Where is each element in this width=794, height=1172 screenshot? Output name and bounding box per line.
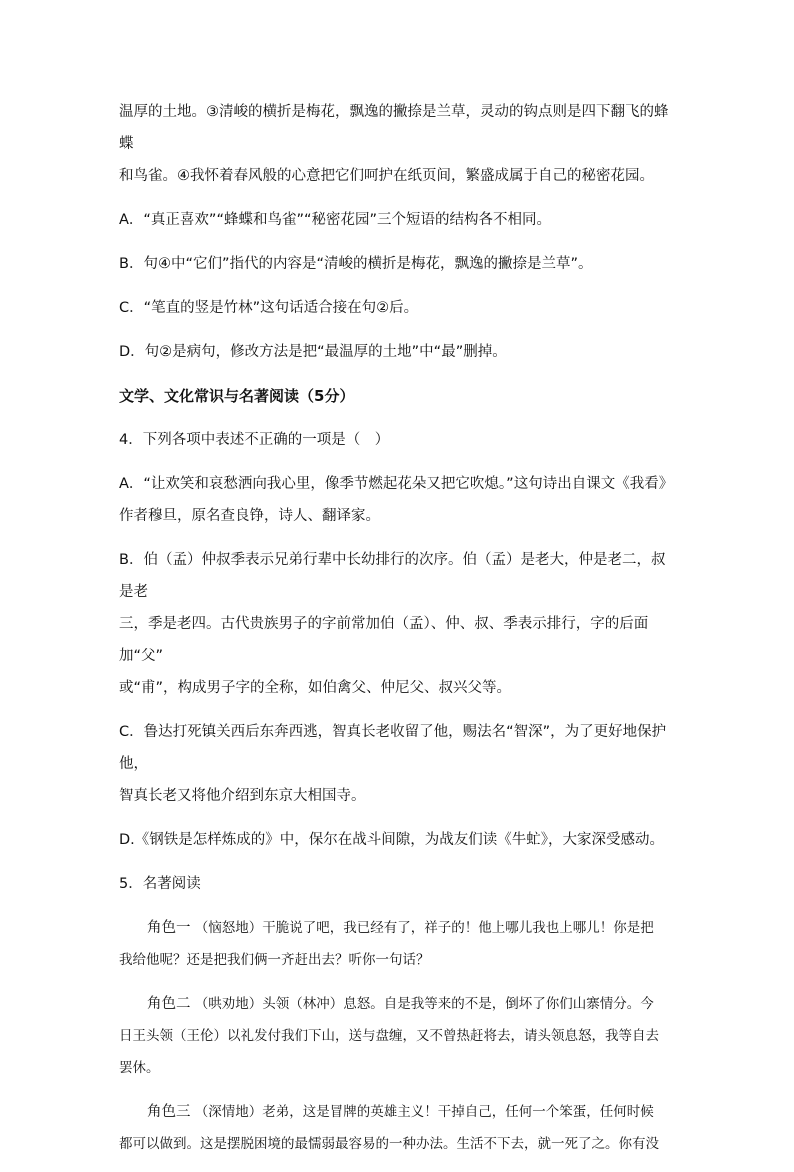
q4-option-a-line-2: 作者穆旦，原名查良铮，诗人、翻译家。 <box>119 508 380 524</box>
q5-stem: 5．名著阅读 <box>119 876 201 892</box>
q3-option-b: B．句④中“它们”指代的内容是“清峻的横折是梅花，飘逸的撇捺是兰草”。 <box>119 256 593 272</box>
intro-line-1: 温厚的土地。③清峻的横折是梅花，飘逸的撇捺是兰草，灵动的钩点则是四下翻飞的蜂蝶 <box>119 104 669 152</box>
page-content <box>119 96 675 1172</box>
q4-option-c-line-2: 智真长老又将他介绍到东京大相国寺。 <box>119 788 366 804</box>
role-one-dialogue <box>119 912 675 976</box>
q4-option-b <box>119 544 675 704</box>
q4-option-b-line-2: 三，季是老四。古代贵族男子的字前常加伯（孟）、仲、叔、季表示排行，字的后面加“父” <box>119 616 649 664</box>
role-three-speaker: 角色三 <box>147 1104 191 1120</box>
q4-option-a-line-1: A．“让欢笑和哀愁洒向我心里，像季节燃起花朵又把它吹熄。”这句诗出自课文《我看》 <box>119 476 674 492</box>
q4-option-a <box>119 468 675 532</box>
section-heading: 文学、文化常识与名著阅读（5分） <box>119 387 355 405</box>
role-one-line-1: （恼怒地）干脆说了吧，我已经有了，祥子的！他上哪儿我也上哪儿！你是把 <box>194 920 654 936</box>
q3-option-d: D．句②是病句，修改方法是把“最温厚的土地”中“最”删掉。 <box>119 344 507 360</box>
role-one-line-2: 我给他呢？还是把我们俩一齐赶出去？听你一句话？ <box>119 952 430 968</box>
role-two-speaker: 角色二 <box>147 996 191 1012</box>
role-three-line-1: （深情地）老弟，这是冒牌的英雄主义！干掉自己，任何一个笨蛋，任何时候 <box>194 1104 654 1120</box>
q3-option-a: A．“真正喜欢”“蜂蝶和鸟雀”“秘密花园”三个短语的结构各不相同。 <box>119 212 551 228</box>
q4-option-b-line-3: 或“甫”，构成男子字的全称，如伯禽父、仲尼父、叔兴父等。 <box>119 680 512 696</box>
role-three-dialogue <box>119 1096 675 1160</box>
role-one-speaker: 角色一 <box>147 920 191 936</box>
intro-paragraph <box>119 96 675 192</box>
q3-option-c: C．“笔直的竖是竹林”这句话适合接在句②后。 <box>119 300 419 316</box>
role-two-dialogue <box>119 988 675 1084</box>
role-three-line-2: 都可以做到。这是摆脱困境的最懦弱最容易的一种办法。生活不下去，就一死了之。你有没 <box>119 1136 659 1152</box>
q4-option-c-line-1: C．鲁达打死镇关西后东奔西逃，智真长老收留了他，赐法名“智深”，为了更好地保护他， <box>119 724 667 772</box>
role-two-line-3: 罢休。 <box>119 1060 160 1076</box>
role-two-line-1: （哄劝地）头领（林冲）息怒。自是我等来的不是，倒坏了你们山寨情分。今 <box>194 996 654 1012</box>
intro-line-2: 和鸟雀。④我怀着春风般的心意把它们呵护在纸页间，繁盛成属于自己的秘密花园。 <box>119 168 654 184</box>
q4-stem: 4．下列各项中表述不正确的一项是（ ） <box>119 432 390 448</box>
q4-option-c <box>119 716 675 812</box>
role-two-line-2: 日王头领（王伦）以礼发付我们下山，送与盘缠，又不曾热赶将去，请头领息怒，我等自去 <box>119 1028 659 1044</box>
q4-option-b-line-1: B．伯（孟）仲叔季表示兄弟行辈中长幼排行的次序。伯（孟）是老大，仲是老二，叔是老 <box>119 552 666 600</box>
q4-option-d: D.《钢铁是怎样炼成的》中，保尔在战斗间隙，为战友们读《牛虻》，大家深受感动。 <box>119 832 665 848</box>
